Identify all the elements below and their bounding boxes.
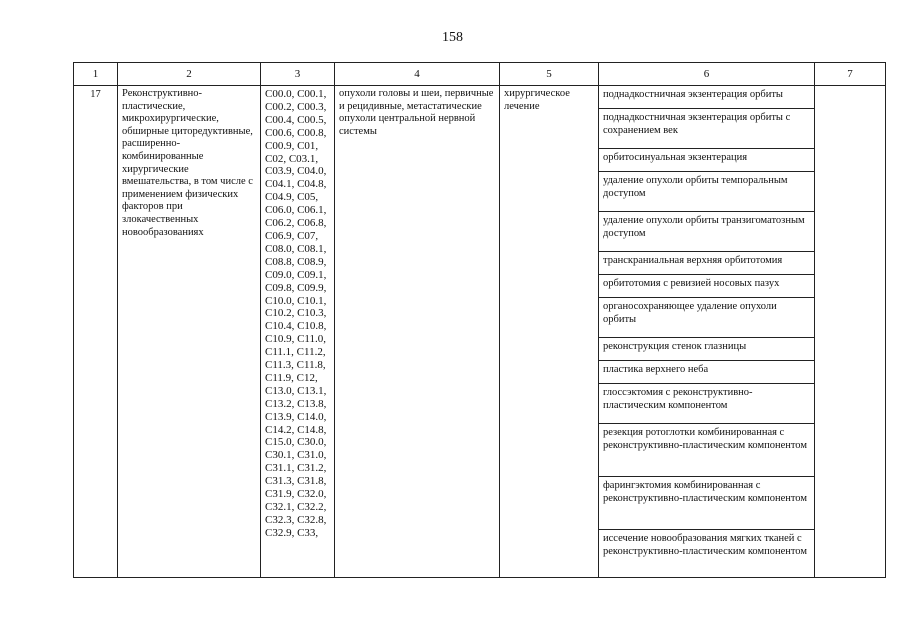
header-col-6: 6 <box>599 63 815 86</box>
method-item: удаление опухоли орбиты транзигоматозным доступом <box>599 212 814 252</box>
method-item: глоссэктомия с реконструктивно-пластическим компонентом <box>599 384 814 424</box>
page-number: 158 <box>442 30 463 45</box>
method-item: орбитотомия с ревизией носовых пазух <box>599 275 814 298</box>
row-number-cell <box>74 86 118 578</box>
row-number: 17 <box>90 89 101 100</box>
treatment-text: хирургическое лечение <box>504 88 570 112</box>
method-item: транскраниальная верхняя орбитотомия <box>599 252 814 275</box>
table-row <box>74 86 886 578</box>
method-item: орбитосинуальная экзентерация <box>599 149 814 172</box>
methods-cell <box>599 86 815 578</box>
method-item: реконструкция стенок глазницы <box>599 338 814 361</box>
codes-cell <box>261 86 335 578</box>
method-item: органосохраняющее удаление опухоли орбиты <box>599 298 814 338</box>
method-item: удаление опухоли орбиты темпоральным доступом <box>599 172 814 212</box>
method-item: поднадкостничная экзентерация орбиты с сохранением век <box>599 109 814 149</box>
method-item: поднадкостничная экзентерация орбиты <box>599 86 814 109</box>
col7-cell <box>815 86 886 578</box>
method-item: фарингэктомия комбинированная с реконструктивно-пластическим компонентом <box>599 477 814 530</box>
description-text: Реконструктивно-пластические, микрохирургические, обширные циторедуктивные, расширенно-комбинированные хирургические вмешательства, в том числе с применением физических факторов при злокачественных новообразованиях <box>122 88 253 238</box>
method-item: пластика верхнего неба <box>599 361 814 384</box>
description-cell <box>118 86 261 578</box>
treatment-cell <box>500 86 599 578</box>
header-col-7: 7 <box>815 63 886 86</box>
table-header-row <box>74 63 886 86</box>
icd-codes-text: С00.0, С00.1, С00.2, С00.3, С00.4, С00.5, С00.6, С00.8, С00.9, С01, С02, С03.1, С03.9, С04.0, С04.1, С04.8, С04.9, С05, С06.0, С06.1, С06.2, С06.8, С06.9, С07, С08.0, С08.1, С08.8, С08.9, С09.0, С09.1, С09.8, С09.9, С10.0, С10.1, С10.2, С10.3, С10.4, С10.8, С10.9, С11.0, С11.1, С11.2, С11.3, С11.8, С11.9, С12, С13.0, С13.1, С13.2, С13.8, С13.9, С14.0, С14.2, С14.8, С15.0, С30.0, С30.1, С31.0, С31.1, С31.2, С31.3, С31.8, С31.9, С32.0, С32.1, С32.2, С32.3, С32.8, С32.9, С33, <box>265 88 327 539</box>
header-col-2: 2 <box>118 63 261 86</box>
col7-text <box>815 86 885 88</box>
method-item: иссечение новообразования мягких тканей с реконструктивно-пластическим компонентом <box>603 533 807 557</box>
diagnosis-text: опухоли головы и шеи, первичные и рецидивные, метастатические опухоли центральной нервной системы <box>339 88 494 137</box>
header-col-1: 1 <box>74 63 118 86</box>
header-col-5: 5 <box>500 63 599 86</box>
method-item: резекция ротоглотки комбинированная с реконструктивно-пластическим компонентом <box>599 424 814 477</box>
procedures-table <box>73 62 886 578</box>
diagnosis-cell <box>335 86 500 578</box>
header-col-3: 3 <box>261 63 335 86</box>
header-col-4: 4 <box>335 63 500 86</box>
